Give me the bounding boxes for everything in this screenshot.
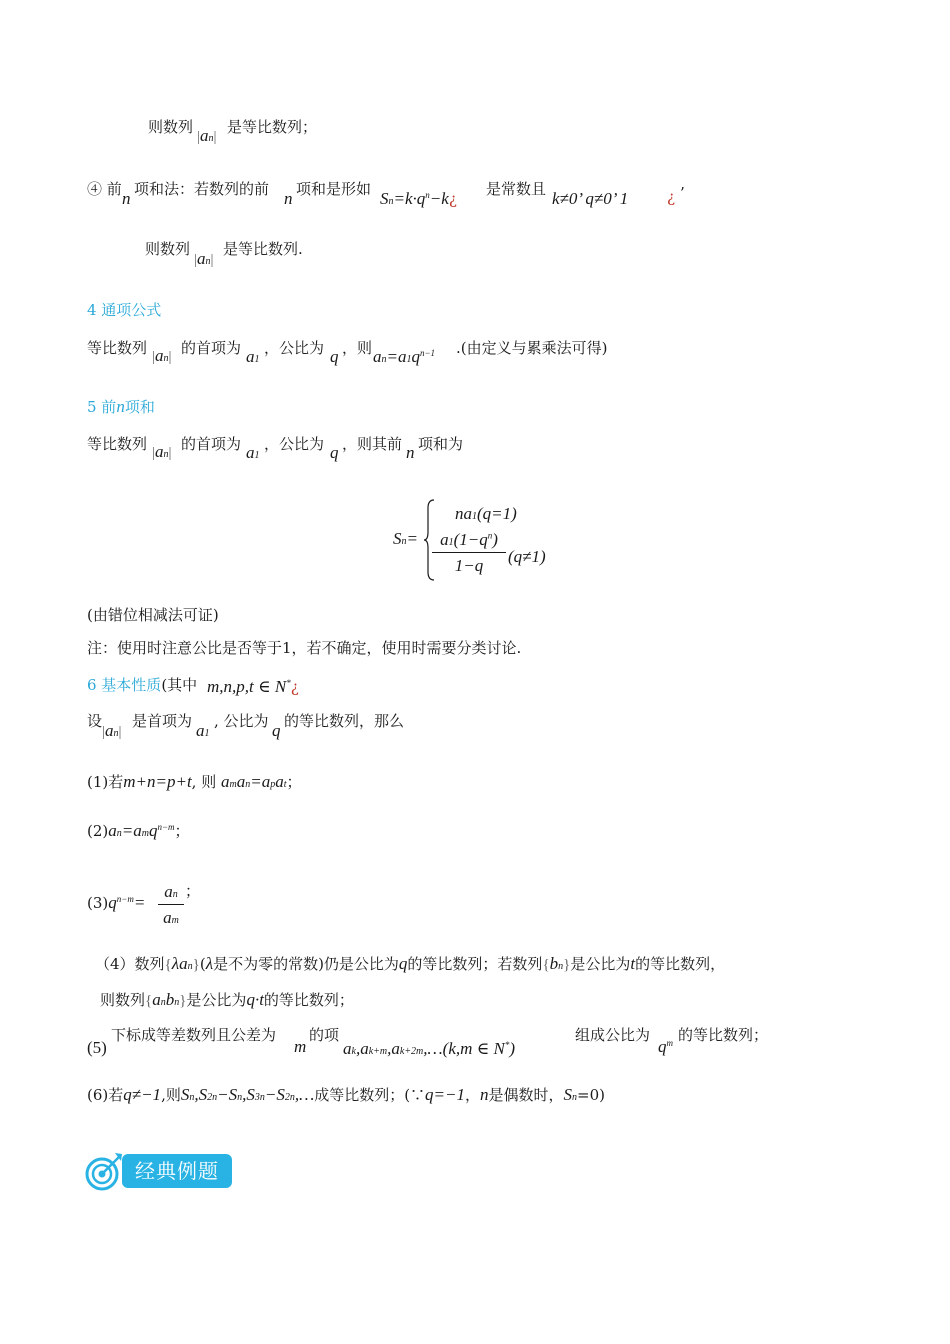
section-6-condition: m,n,p,t ∈ N*¿ (207, 677, 299, 696)
sec4-an: |an| (152, 346, 172, 365)
sec6-intro1: 设 (87, 712, 103, 730)
property-5-text4: 的等比数列； (678, 1026, 769, 1044)
sec6-q: q (272, 721, 281, 740)
sequence-an-2: |an| (194, 249, 214, 268)
classic-examples-banner: 经典例题 (122, 1154, 232, 1188)
text-is-geometric: 是等比数列； (227, 118, 318, 136)
section-5-heading: 5 前n项和 (87, 397, 155, 416)
property-5-m: m (294, 1037, 307, 1056)
sec4-text1: 等比数列 (87, 339, 148, 357)
section-4-heading: 4 通项公式 (87, 301, 162, 319)
case-1: na1(q=1) (455, 504, 517, 523)
sec5-text1: 等比数列 (87, 435, 148, 453)
sec4-text2: 的首项为 (181, 339, 242, 357)
item4-cond-math: k≠0’ q≠0’ 1 (552, 189, 629, 208)
sec5-text4: ，则其前 (342, 435, 403, 453)
text-is-geometric-2: 是等比数列. (223, 240, 303, 258)
item4-n2: n (284, 189, 293, 208)
property-5-text2: 的项 (309, 1026, 340, 1044)
sec4-text3: ，公比为 (264, 339, 325, 357)
text-then-sequence: 则数列 (148, 118, 194, 136)
item4-cond-tail: ’ (680, 184, 685, 202)
property-4-line1: （4）数列{λan}(λ是不为零的常数)仍是公比为q的等比数列；若数列{bn}是公比为t的等比数列， (95, 954, 726, 973)
sec4-text4: ，则 (342, 339, 373, 357)
sec4-text5: .(由定义与累乘法可得) (456, 339, 608, 357)
property-6: (6)若q≠−1,则Sn,S2n−Sn,S3n−S2n,…成等比数列；(∵q=−1，n是偶数时，Sn=0) (87, 1085, 605, 1104)
property-1: (1)若m+n=p+t, 则 aman=apat； (87, 772, 302, 791)
sec4-a1: a1 (246, 347, 260, 366)
item4-text2: 项和是形如 (296, 180, 372, 198)
case-2-denominator: 1−q (432, 552, 506, 576)
sec4-q: q (330, 347, 339, 366)
sec5-n: n (406, 443, 415, 462)
sec5-text2: 的首项为 (181, 435, 242, 453)
property-3-end: ； (185, 882, 201, 900)
property-3: $(3)q^{n-m}=$ (87, 893, 146, 912)
property-3-fraction: $\frac{an}{am}$ (158, 882, 184, 928)
property-5-qm: $q^m$ (658, 1037, 673, 1056)
case-2-fraction (432, 530, 506, 576)
sec4-formula: $an=a1q^{n-1}$ (373, 347, 436, 366)
item4-marker: ④ 前 (87, 180, 122, 198)
text-then-sequence-2: 则数列 (145, 240, 191, 258)
section-6-heading: 6 基本性质(其中 (87, 676, 198, 694)
property-5-text1: 下标成等差数列且公差为 (111, 1026, 277, 1044)
sum-formula-lhs: Sn= (393, 529, 418, 548)
note-proof: (由错位相减法可证) (87, 606, 219, 624)
sequence-an: |an| (197, 126, 217, 145)
property-4-line2: 则数列{anbn}是公比为q·t的等比数列； (100, 990, 354, 1009)
sec6-an: |an| (102, 721, 122, 740)
property-5-text3: 组成公比为 (575, 1026, 651, 1044)
property-5-terms: ak,ak+m,ak+2m,…(k,m ∈ N*) (343, 1039, 515, 1058)
sec6-intro2: 是首项为 (132, 712, 193, 730)
case-2-cond: (q≠1) (508, 547, 546, 566)
sec5-text5: 项和为 (418, 435, 464, 453)
item4-cond: 是常数且 (486, 180, 547, 198)
case-2-numerator: $a1(1-q^n)$ (440, 530, 498, 549)
note-caution: 注：使用时注意公比是否等于1，若不确定，使用时需要分类讨论. (87, 639, 522, 657)
sec6-intro3: , 公比为 (214, 712, 269, 730)
sec6-intro4: 的等比数列，那么 (284, 712, 405, 730)
property-2: (2)an=amq$^{n-m}$； (87, 821, 190, 840)
item4-text1: 项和法：若数列的前 (134, 180, 270, 198)
target-arrow-icon (84, 1150, 126, 1192)
sec6-a1: a1 (196, 721, 210, 740)
property-5-number: (5) (87, 1038, 107, 1057)
item4-garbled: ¿ (667, 188, 676, 206)
item4-n: n (122, 189, 131, 208)
sec5-text3: ，公比为 (264, 435, 325, 453)
sec5-an: |an| (152, 442, 172, 461)
sec5-a1: a1 (246, 443, 260, 462)
sec5-q: q (330, 443, 339, 462)
item4-formula: $Sn=k\cdot q^n-k¿$ (380, 189, 457, 208)
